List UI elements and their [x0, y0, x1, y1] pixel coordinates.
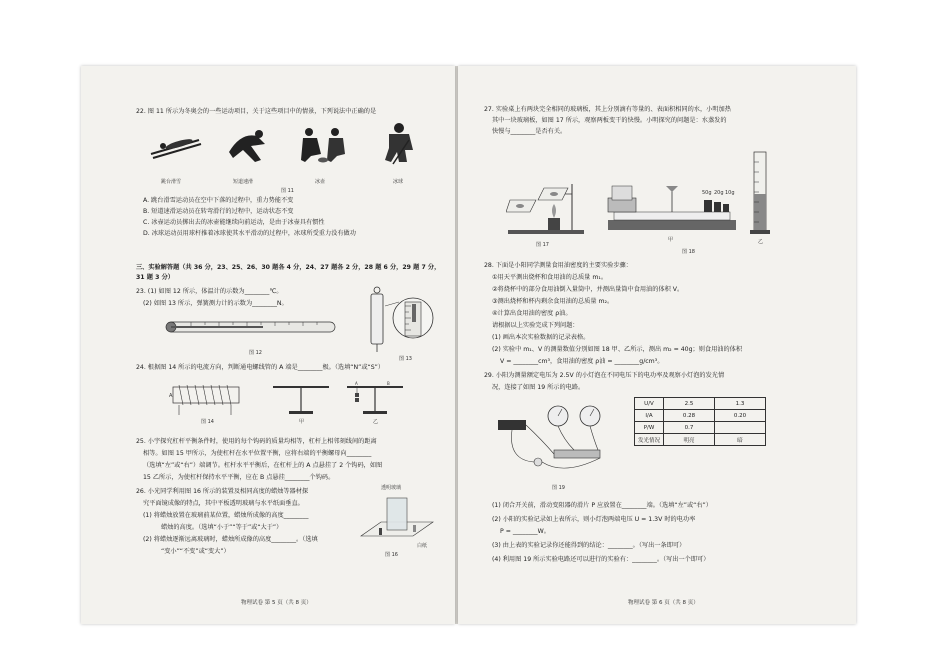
- fig18-weight-label-2: 20g: [714, 190, 724, 196]
- q22-option-a: A. 跳台滑雪运动员在空中下落的过程中，重力势能不变: [143, 197, 294, 204]
- q26-line-1: 26. 小光同学利用图 16 所示的装置及相同高度的蜡烛等器材探: [136, 488, 309, 495]
- fig11-ice-hockey: [373, 120, 423, 166]
- table-cell: P/W: [635, 422, 664, 434]
- q28-line-5: ④计算出食用油的密度 ρ油。: [492, 310, 572, 317]
- table-cell: 明亮: [664, 434, 715, 446]
- section3-heading-1: 三、实验解答题（共 36 分，23、25、26、30 题各 4 分，24、27 题各 2 分，28 题 6 分，29 题 7 分，: [136, 264, 441, 271]
- svg-text:A: A: [169, 393, 173, 399]
- fig11-label-4: 冰球: [393, 179, 404, 185]
- q29-part-3: (3) 由上表的实验记录你还能得到的结论：________。（写出一条即可）: [492, 542, 686, 549]
- svg-text:A: A: [355, 381, 358, 386]
- q25-line-1: 25. 小宇探究杠杆平衡条件时，使用的每个钩码的质量均相等，杠杆上相邻刻线间的距离: [136, 438, 377, 445]
- q29-data-table: [634, 397, 766, 446]
- left-footer: 物理试卷 第 5 页（共 8 页）: [241, 600, 312, 606]
- fig12-thermometer: [161, 314, 341, 340]
- q29-part-1: (1) 闭合开关前，滑动变阻器的滑片 P 应放置在________端。（选填“左”或“右”）: [492, 502, 712, 509]
- fig19-circuit: [494, 400, 618, 480]
- q26-line-6: “变小”“不变”或“变大”）: [161, 548, 230, 555]
- table-cell: 2.5: [664, 398, 715, 410]
- fig18-weight-label-3: 10g: [725, 190, 735, 196]
- fig15-label-jia: 甲: [299, 419, 305, 425]
- q22-option-d: D. 冰球运动员用球杆推着冰球使其水平滑动的过程中，冰球所受重力没有做功: [143, 230, 356, 237]
- q26-line-5: (2) 将蜡烛逐渐远离玻璃时，蜡烛所成像的高度________。（选填: [143, 536, 318, 543]
- fig17-evaporation-setup: [506, 174, 586, 238]
- fig16-glass-label: 透明玻璃: [381, 485, 402, 491]
- left-page: [81, 66, 455, 624]
- q24-stem: 24. 根据图 14 所示的电流方向，判断通电螺线管的 A 端是________极。（选填“N”或“S”）: [136, 364, 385, 371]
- q27-line-3: 快慢与________是否有关。: [492, 128, 567, 135]
- q25-line-4: 15 乙所示，为使杠杆保持水平平衡，应在 B 点悬挂________个钩码。: [143, 474, 335, 481]
- q28-line-4: ③测出烧杯和杯内剩余食用油的总质量 m₂。: [492, 298, 614, 305]
- fig18-label-yi: 乙: [758, 239, 764, 245]
- table-cell: I/A: [635, 410, 664, 422]
- fig11-label-2: 短道速滑: [233, 179, 254, 185]
- fig12-caption: 图 12: [249, 350, 262, 356]
- table-cell: 1.3: [715, 398, 766, 410]
- q27-line-2: 其中一块玻璃板，如图 17 所示，观察两板变干的快慢。小明探究的问题是：水蒸发的: [492, 117, 727, 124]
- right-page: [458, 66, 856, 624]
- q27-line-1: 27. 实验桌上有两块完全相同的玻璃板，其上分别滴有等量的、表面积相同的水，小明加热: [484, 106, 731, 113]
- fig11-caption: 图 11: [281, 188, 294, 194]
- fig11-curling: [295, 122, 349, 166]
- table-cell: U/V: [635, 398, 664, 410]
- fig13-spring-scale: [363, 284, 435, 354]
- fig18-graduated-cylinder: [748, 148, 772, 238]
- fig18-caption: 图 18: [682, 249, 695, 255]
- fig14-solenoid: [169, 379, 249, 417]
- q22-option-b: B. 短道速滑运动员在转弯滑行的过程中，运动状态不变: [143, 208, 294, 215]
- q28-line-8: (2) 实验中 m₁、V 的测量数值分别如图 18 甲、乙所示，测出 m₂ = 40g；则食用油的体积: [492, 346, 743, 353]
- fig16-caption: 图 16: [385, 552, 398, 558]
- fig16-mirror-setup: [357, 492, 437, 548]
- table-cell: 0.20: [715, 410, 766, 422]
- fig19-caption: 图 19: [552, 485, 565, 491]
- fig17-caption: 图 17: [536, 242, 549, 248]
- table-row: [635, 422, 766, 434]
- q23-line-2: (2) 如图 13 所示，弹簧测力计的示数为________N。: [143, 300, 288, 307]
- fig15-lever-yi: [343, 379, 407, 415]
- q29-part-4: (4) 利用图 19 所示实验电路还可以进行的实验有：________。（写出一个即可）: [492, 556, 710, 563]
- table-row: [635, 398, 766, 410]
- table-cell: 0.28: [664, 410, 715, 422]
- fig11-speed-skating: [221, 122, 271, 166]
- fig18-balance: [604, 178, 740, 234]
- q28-line-6: 请根据以上实验完成下列问题：: [492, 322, 579, 329]
- q28-line-2: ①用天平测出烧杯和食用油的总质量 m₁。: [492, 274, 608, 281]
- fig11-label-3: 冰壶: [315, 179, 326, 185]
- q22-stem: 22. 图 11 所示为冬奥会的一些运动项目，关于这些项目中的情景，下列说法中正确的是: [136, 108, 377, 115]
- fig13-caption: 图 13: [399, 356, 412, 362]
- fig18-weight-label-1: 50g: [702, 190, 712, 196]
- fig15-lever-jia: [269, 379, 333, 415]
- q28-line-3: ②将烧杯中的部分食用油倒入量筒中，并测出量筒中食用油的体积 V。: [492, 286, 684, 293]
- table-cell: 0.7: [664, 422, 715, 434]
- q28-line-1: 28. 下面是小阳同学测量食用油密度的主要实验步骤：: [484, 262, 632, 269]
- q28-line-9: V = ________cm³，食用油的密度 ρ油 = ________g/cm³。: [500, 358, 664, 365]
- table-cell: 发光情况: [635, 434, 664, 446]
- fig18-label-jia: 甲: [668, 237, 674, 243]
- q25-line-2: 相等。如图 15 甲所示，为使杠杆在水平位置平衡，应将右端的平衡螺母向________: [143, 450, 372, 457]
- q28-line-7: (1) 画出本次实验数据的记录表格。: [492, 334, 590, 341]
- q26-line-2: 究平面镜成像的特点，其中平板透明玻璃与水平纸面垂直。: [143, 500, 304, 507]
- fig14-caption: 图 14: [201, 419, 214, 425]
- table-cell: 暗: [715, 434, 766, 446]
- q25-line-3: （选填“左”或“右”）端调节。杠杆水平平衡后，在杠杆上的 A 点悬挂了 2 个钩码，如图: [143, 462, 383, 469]
- section3-heading-2: 31 题 3 分）: [136, 274, 174, 281]
- table-row: [635, 410, 766, 422]
- table-cell: [715, 422, 766, 434]
- q29-part-2b: P = ________W。: [500, 528, 550, 535]
- q22-option-c: C. 冰壶运动员掷出去的冰壶能继续向前运动，是由于冰壶具有惯性: [143, 219, 325, 226]
- q23-line-1: 23. (1) 如图 12 所示，体温计的示数为________℃。: [136, 288, 283, 295]
- q26-line-4: 蜡烛的高度。（选填“小于”“等于”或“大于”）: [161, 524, 283, 531]
- q29-line-1: 29. 小阳为测量额定电压为 2.5V 的小灯泡在不同电压下的电功率及观察小灯泡的发光情: [484, 372, 725, 379]
- fig11-label-1: 跳台滑雪: [161, 179, 182, 185]
- q26-line-3: (1) 将蜡烛放置在玻璃前某位置，蜡烛所成像的高度________: [143, 512, 309, 519]
- fig16-paper-label: 白纸: [417, 543, 428, 549]
- fig15-label-yi: 乙: [373, 419, 379, 425]
- svg-text:B: B: [387, 381, 390, 386]
- fig11-ski-jump: [149, 124, 205, 164]
- q29-part-2: (2) 小阳的实验记录如上表所示，则小灯泡两端电压 U = 1.3V 时的电功率: [492, 516, 696, 523]
- q29-line-2: 况，连接了如图 19 所示的电路。: [492, 384, 585, 391]
- table-row: [635, 434, 766, 446]
- right-footer: 物理试卷 第 6 页（共 8 页）: [628, 600, 699, 606]
